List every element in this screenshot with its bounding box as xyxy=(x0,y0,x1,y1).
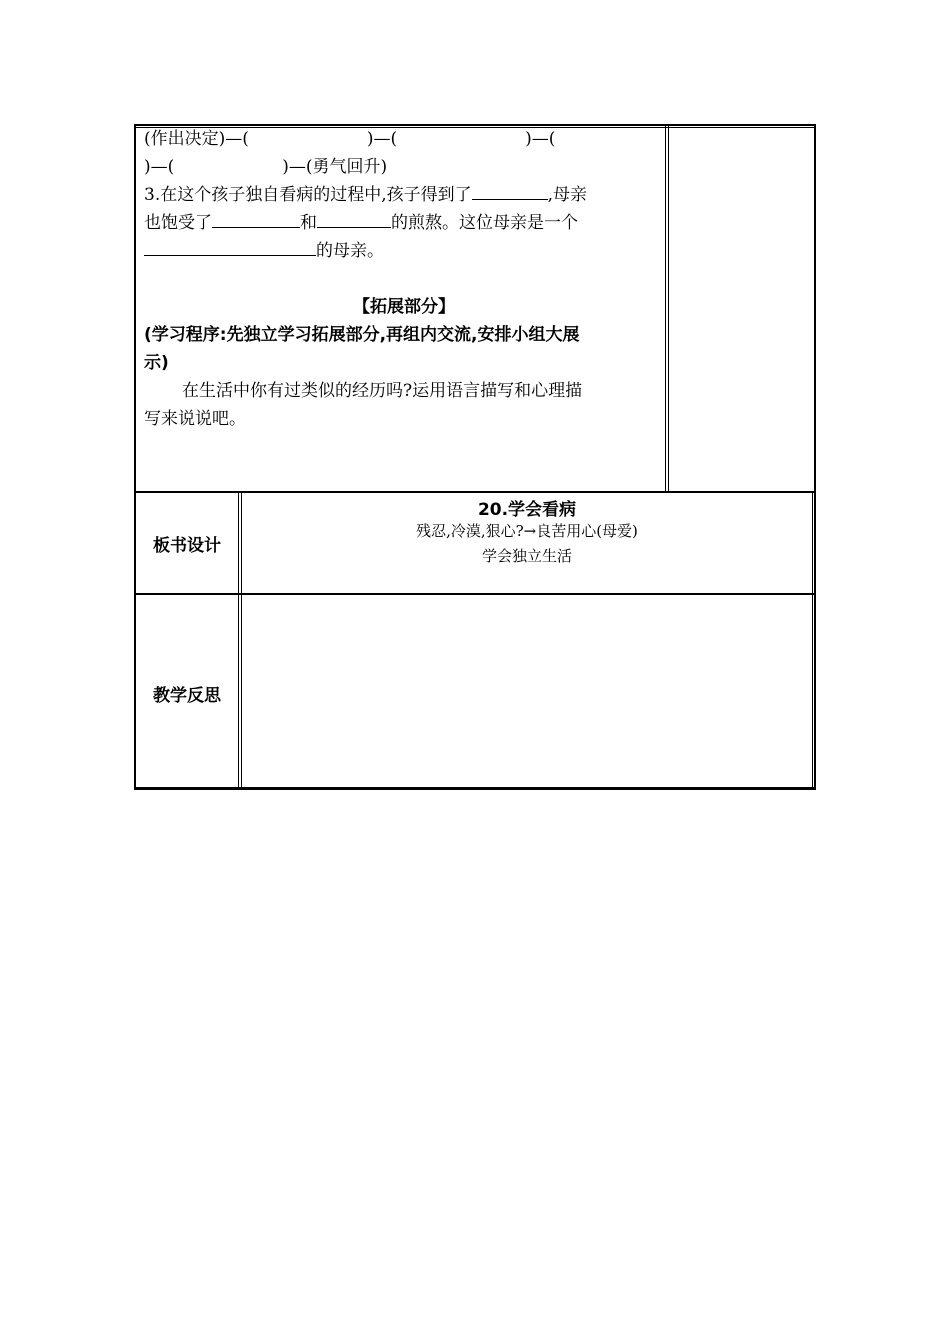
extension-prompt-line-1: 在生活中你有过类似的经历吗?运用语言描写和心理描 xyxy=(182,381,583,401)
question-3-line-3 xyxy=(144,237,384,265)
learning-procedure-line-1: (学习程序:先独立学习拓展部分,再组内交流,安排小组大展 xyxy=(144,325,580,345)
extension-prompt-line-2: 写来说说吧。 xyxy=(144,409,246,429)
chain-segment: )—(勇气回升) xyxy=(282,157,388,177)
fill-blank[interactable] xyxy=(472,181,548,200)
fill-blank[interactable] xyxy=(317,209,391,228)
question-text: 的母亲。 xyxy=(316,241,384,261)
board-design-line-2: 学会独立生活 xyxy=(481,547,572,565)
chain-segment: (作出决定)—( xyxy=(144,129,249,149)
process-chain-line-2 xyxy=(144,153,387,181)
teaching-reflection-content[interactable] xyxy=(244,597,810,785)
chain-segment: )—( xyxy=(144,157,175,177)
question-text: 的煎熬。这位母亲是一个 xyxy=(391,213,578,233)
teaching-reflection-label: 教学反思 xyxy=(153,686,221,706)
question-text: 3.在这个孩子独自看病的过程中,孩子得到了 xyxy=(144,185,472,205)
learning-procedure-line-2: 示) xyxy=(144,353,169,373)
board-design-label: 板书设计 xyxy=(153,536,221,556)
top-cell-divider-inner xyxy=(668,124,669,492)
question-3-line-1 xyxy=(144,181,587,209)
question-text: 和 xyxy=(300,213,317,233)
chain-segment: )—( xyxy=(366,129,398,149)
row-separator-2 xyxy=(134,593,816,595)
extension-section-title: 【拓展部分】 xyxy=(353,297,455,317)
question-text: 也饱受了 xyxy=(144,213,212,233)
board-design-line-1: 残忍,冷漠,狠心?→良苦用心(母爱) xyxy=(416,522,638,540)
label-column-divider xyxy=(238,492,239,788)
board-design-title: 20.学会看病 xyxy=(477,500,577,520)
chain-segment: )—( xyxy=(525,129,556,149)
table-bottom-inner-rule xyxy=(134,787,816,788)
question-3-line-2 xyxy=(144,209,578,237)
right-inner-rule xyxy=(812,492,813,788)
process-chain-line-1 xyxy=(144,125,555,153)
top-cell-divider xyxy=(665,124,666,492)
row-separator-1 xyxy=(134,491,816,493)
fill-blank[interactable] xyxy=(144,237,316,256)
fill-blank[interactable] xyxy=(212,209,300,228)
question-text: ,母亲 xyxy=(547,185,588,205)
